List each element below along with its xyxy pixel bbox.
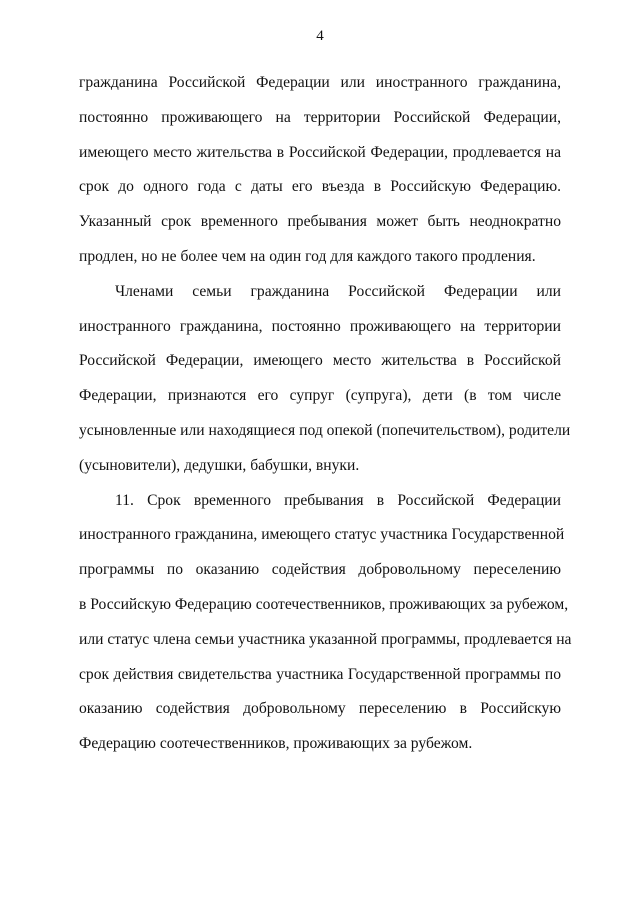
text-line: срок до одного года с даты его въезда в Российскую Федерацию. [79, 178, 561, 196]
text-line: Федерации, признаются его супруг (супруга), дети (в том числе [79, 387, 561, 405]
text-line: Указанный срок временного пребывания может быть неоднократно [79, 213, 561, 231]
text-line: гражданина Российской Федерации или иностранного гражданина, [79, 74, 561, 91]
text-line: имеющего место жительства в Российской Федерации, продлевается на [79, 143, 561, 161]
text-line: постоянно проживающего на территории Российской Федерации, [79, 108, 561, 126]
text-line: программы по оказанию содействия добровольному переселению [79, 561, 561, 579]
text-line: 11. Срок временного пребывания в Российской Федерации [115, 491, 561, 509]
paragraph-3 [79, 484, 572, 762]
page-number: 4 [316, 28, 324, 44]
text-line: срок действия свидетельства участника Государственной программы по [79, 665, 561, 683]
paragraph-1 [79, 66, 561, 275]
text-line: иностранного гражданина, постоянно проживающего на территории [79, 317, 561, 335]
text-line: усыновленные или находящиеся под опекой (попечительством), родители [79, 421, 571, 439]
text-line: иностранного гражданина, имеющего статус участника Государственной [79, 526, 565, 544]
text-line: Членами семьи гражданина Российской Федерации или [115, 282, 561, 300]
text-line: Федерацию соотечественников, проживающих за рубежом. [79, 735, 473, 753]
text-line: Российской Федерации, имеющего место жительства в Российской [79, 352, 561, 370]
text-line: продлен, но не более чем на один год для каждого такого продления. [79, 247, 536, 265]
text-line: в Российскую Федерацию соотечественников, проживающих за рубежом, [79, 595, 569, 613]
paragraph-2 [79, 275, 571, 484]
text-line: (усыновители), дедушки, бабушки, внуки. [79, 456, 360, 474]
text-line: или статус члена семьи участника указанной программы, продлевается на [79, 630, 572, 648]
document-body [79, 66, 572, 762]
text-line: оказанию содействия добровольному переселению в Российскую [79, 700, 561, 718]
